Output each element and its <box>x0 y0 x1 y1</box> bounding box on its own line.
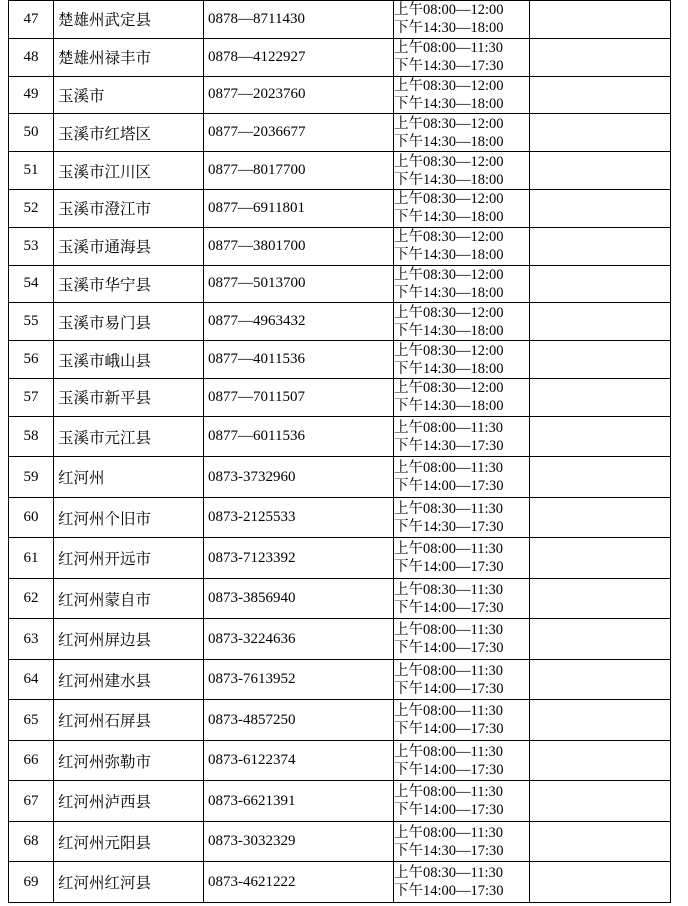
morning-hours: 上午08:00—11:30 <box>394 419 504 436</box>
region-name: 玉溪市华宁县 <box>54 265 204 303</box>
table-row <box>9 76 671 114</box>
phone-number: 0873-4621222 <box>204 862 394 903</box>
remarks-cell <box>530 538 671 579</box>
morning-hours: 上午08:30—11:30 <box>394 500 504 517</box>
remarks-cell <box>530 114 671 152</box>
table-row <box>9 619 671 660</box>
afternoon-hours: 下午14:30—18:00 <box>394 209 504 226</box>
afternoon-hours: 下午14:30—18:00 <box>394 133 504 150</box>
remarks-cell <box>530 497 671 538</box>
office-hours <box>394 862 530 903</box>
row-number: 57 <box>9 378 54 416</box>
afternoon-hours: 下午14:00—17:30 <box>394 640 504 657</box>
row-number: 54 <box>9 265 54 303</box>
region-name: 玉溪市 <box>54 76 204 114</box>
phone-number: 0877—6911801 <box>204 189 394 227</box>
row-number: 64 <box>9 659 54 700</box>
afternoon-hours: 下午14:30—17:30 <box>394 842 504 859</box>
office-hours <box>394 740 530 781</box>
remarks-cell <box>530 227 671 265</box>
afternoon-hours: 下午14:30—18:00 <box>394 360 504 377</box>
row-number: 53 <box>9 227 54 265</box>
phone-number: 0873-3732960 <box>204 457 394 498</box>
morning-hours: 上午08:30—11:30 <box>394 581 504 598</box>
table-row <box>9 1 671 39</box>
row-number: 61 <box>9 538 54 579</box>
region-name: 玉溪市江川区 <box>54 152 204 190</box>
office-hours <box>394 189 530 227</box>
phone-number: 0878—8711430 <box>204 1 394 39</box>
remarks-cell <box>530 189 671 227</box>
phone-number: 0873-7123392 <box>204 538 394 579</box>
region-name: 楚雄州武定县 <box>54 1 204 39</box>
phone-number: 0873-6621391 <box>204 781 394 822</box>
afternoon-hours: 下午14:00—17:30 <box>394 802 504 819</box>
table-row <box>9 114 671 152</box>
region-name: 玉溪市新平县 <box>54 378 204 416</box>
phone-number: 0877—6011536 <box>204 416 394 457</box>
morning-hours: 上午08:30—12:00 <box>394 304 504 321</box>
remarks-cell <box>530 821 671 862</box>
remarks-cell <box>530 152 671 190</box>
office-hours <box>394 619 530 660</box>
region-name: 红河州开远市 <box>54 538 204 579</box>
row-number: 47 <box>9 1 54 39</box>
region-name: 红河州红河县 <box>54 862 204 903</box>
remarks-cell <box>530 659 671 700</box>
region-name: 红河州蒙自市 <box>54 578 204 619</box>
region-name: 玉溪市澄江市 <box>54 189 204 227</box>
remarks-cell <box>530 265 671 303</box>
office-hours <box>394 497 530 538</box>
region-name: 红河州元阳县 <box>54 821 204 862</box>
region-name: 红河州屏边县 <box>54 619 204 660</box>
row-number: 49 <box>9 76 54 114</box>
phone-number: 0873-3856940 <box>204 578 394 619</box>
remarks-cell <box>530 862 671 903</box>
afternoon-hours: 下午14:30—18:00 <box>394 20 504 37</box>
afternoon-hours: 下午14:00—17:30 <box>394 883 504 900</box>
region-name: 玉溪市易门县 <box>54 303 204 341</box>
table-row <box>9 265 671 303</box>
phone-number: 0873-2125533 <box>204 497 394 538</box>
phone-number: 0873-6122374 <box>204 740 394 781</box>
table-row <box>9 189 671 227</box>
office-hours <box>394 821 530 862</box>
phone-number: 0877—7011507 <box>204 378 394 416</box>
table-row <box>9 538 671 579</box>
region-name: 红河州 <box>54 457 204 498</box>
table-row <box>9 416 671 457</box>
row-number: 69 <box>9 862 54 903</box>
office-hours <box>394 416 530 457</box>
morning-hours: 上午08:00—12:00 <box>394 2 504 19</box>
office-hours <box>394 341 530 379</box>
table-row <box>9 700 671 741</box>
table-row <box>9 227 671 265</box>
table-row <box>9 152 671 190</box>
remarks-cell <box>530 378 671 416</box>
morning-hours: 上午08:30—12:00 <box>394 266 504 283</box>
afternoon-hours: 下午14:00—17:30 <box>394 478 504 495</box>
row-number: 65 <box>9 700 54 741</box>
table-row <box>9 497 671 538</box>
region-name: 红河州石屏县 <box>54 700 204 741</box>
morning-hours: 上午08:00—11:30 <box>394 460 504 477</box>
office-hours <box>394 303 530 341</box>
afternoon-hours: 下午14:30—18:00 <box>394 247 504 264</box>
morning-hours: 上午08:00—11:30 <box>394 541 504 558</box>
phone-number: 0877—3801700 <box>204 227 394 265</box>
remarks-cell <box>530 303 671 341</box>
afternoon-hours: 下午14:30—17:30 <box>394 437 504 454</box>
office-hours <box>394 1 530 39</box>
office-hours <box>394 265 530 303</box>
morning-hours: 上午08:00—11:30 <box>394 662 504 679</box>
remarks-cell <box>530 781 671 822</box>
region-name: 楚雄州禄丰市 <box>54 38 204 76</box>
morning-hours: 上午08:00—11:30 <box>394 824 504 841</box>
morning-hours: 上午08:30—12:00 <box>394 115 504 132</box>
phone-number: 0877—4011536 <box>204 341 394 379</box>
remarks-cell <box>530 38 671 76</box>
afternoon-hours: 下午14:30—17:30 <box>394 518 504 535</box>
phone-number: 0878—4122927 <box>204 38 394 76</box>
morning-hours: 上午08:00—11:30 <box>394 40 504 57</box>
morning-hours: 上午08:00—11:30 <box>394 622 504 639</box>
office-hours <box>394 76 530 114</box>
office-hours <box>394 578 530 619</box>
afternoon-hours: 下午14:00—17:30 <box>394 559 504 576</box>
afternoon-hours: 下午14:00—17:30 <box>394 761 504 778</box>
afternoon-hours: 下午14:00—17:30 <box>394 721 504 738</box>
row-number: 68 <box>9 821 54 862</box>
phone-number: 0877—2023760 <box>204 76 394 114</box>
region-name: 红河州建水县 <box>54 659 204 700</box>
row-number: 52 <box>9 189 54 227</box>
table-row <box>9 740 671 781</box>
afternoon-hours: 下午14:30—18:00 <box>394 284 504 301</box>
remarks-cell <box>530 76 671 114</box>
table-row <box>9 303 671 341</box>
office-hours <box>394 378 530 416</box>
morning-hours: 上午08:30—12:00 <box>394 77 504 94</box>
office-hours <box>394 457 530 498</box>
afternoon-hours: 下午14:30—17:30 <box>394 58 504 75</box>
office-hours <box>394 538 530 579</box>
office-hours <box>394 38 530 76</box>
afternoon-hours: 下午14:00—17:30 <box>394 599 504 616</box>
table-row <box>9 821 671 862</box>
remarks-cell <box>530 619 671 660</box>
table-row <box>9 781 671 822</box>
phone-number: 0877—8017700 <box>204 152 394 190</box>
region-name: 玉溪市元江县 <box>54 416 204 457</box>
morning-hours: 上午08:00—11:30 <box>394 743 504 760</box>
region-name: 玉溪市通海县 <box>54 227 204 265</box>
morning-hours: 上午08:30—11:30 <box>394 865 504 882</box>
row-number: 62 <box>9 578 54 619</box>
table-row <box>9 38 671 76</box>
table-row <box>9 341 671 379</box>
afternoon-hours: 下午14:00—17:30 <box>394 680 504 697</box>
office-hours <box>394 227 530 265</box>
phone-number: 0877—2036677 <box>204 114 394 152</box>
contact-table <box>8 0 671 903</box>
phone-number: 0873-4857250 <box>204 700 394 741</box>
office-hours <box>394 700 530 741</box>
morning-hours: 上午08:00—11:30 <box>394 703 504 720</box>
remarks-cell <box>530 1 671 39</box>
afternoon-hours: 下午14:30—18:00 <box>394 322 504 339</box>
row-number: 56 <box>9 341 54 379</box>
region-name: 红河州个旧市 <box>54 497 204 538</box>
morning-hours: 上午08:30—12:00 <box>394 380 504 397</box>
region-name: 玉溪市红塔区 <box>54 114 204 152</box>
morning-hours: 上午08:30—12:00 <box>394 229 504 246</box>
phone-number: 0873-3224636 <box>204 619 394 660</box>
row-number: 48 <box>9 38 54 76</box>
table-row <box>9 659 671 700</box>
office-hours <box>394 152 530 190</box>
table-body <box>9 1 671 903</box>
morning-hours: 上午08:30—12:00 <box>394 191 504 208</box>
row-number: 51 <box>9 152 54 190</box>
office-hours <box>394 781 530 822</box>
table-row <box>9 457 671 498</box>
remarks-cell <box>530 341 671 379</box>
remarks-cell <box>530 457 671 498</box>
office-hours <box>394 659 530 700</box>
row-number: 67 <box>9 781 54 822</box>
office-hours <box>394 114 530 152</box>
morning-hours: 上午08:30—12:00 <box>394 153 504 170</box>
row-number: 66 <box>9 740 54 781</box>
row-number: 50 <box>9 114 54 152</box>
afternoon-hours: 下午14:30—18:00 <box>394 398 504 415</box>
remarks-cell <box>530 578 671 619</box>
table-row <box>9 862 671 903</box>
row-number: 63 <box>9 619 54 660</box>
table-row <box>9 578 671 619</box>
row-number: 59 <box>9 457 54 498</box>
row-number: 55 <box>9 303 54 341</box>
row-number: 58 <box>9 416 54 457</box>
table-row <box>9 378 671 416</box>
afternoon-hours: 下午14:30—18:00 <box>394 95 504 112</box>
row-number: 60 <box>9 497 54 538</box>
morning-hours: 上午08:00—11:30 <box>394 784 504 801</box>
remarks-cell <box>530 416 671 457</box>
region-name: 红河州泸西县 <box>54 781 204 822</box>
phone-number: 0877—4963432 <box>204 303 394 341</box>
remarks-cell <box>530 700 671 741</box>
phone-number: 0873-3032329 <box>204 821 394 862</box>
morning-hours: 上午08:30—12:00 <box>394 342 504 359</box>
remarks-cell <box>530 740 671 781</box>
region-name: 玉溪市峨山县 <box>54 341 204 379</box>
region-name: 红河州弥勒市 <box>54 740 204 781</box>
afternoon-hours: 下午14:30—18:00 <box>394 171 504 188</box>
phone-number: 0877—5013700 <box>204 265 394 303</box>
phone-number: 0873-7613952 <box>204 659 394 700</box>
